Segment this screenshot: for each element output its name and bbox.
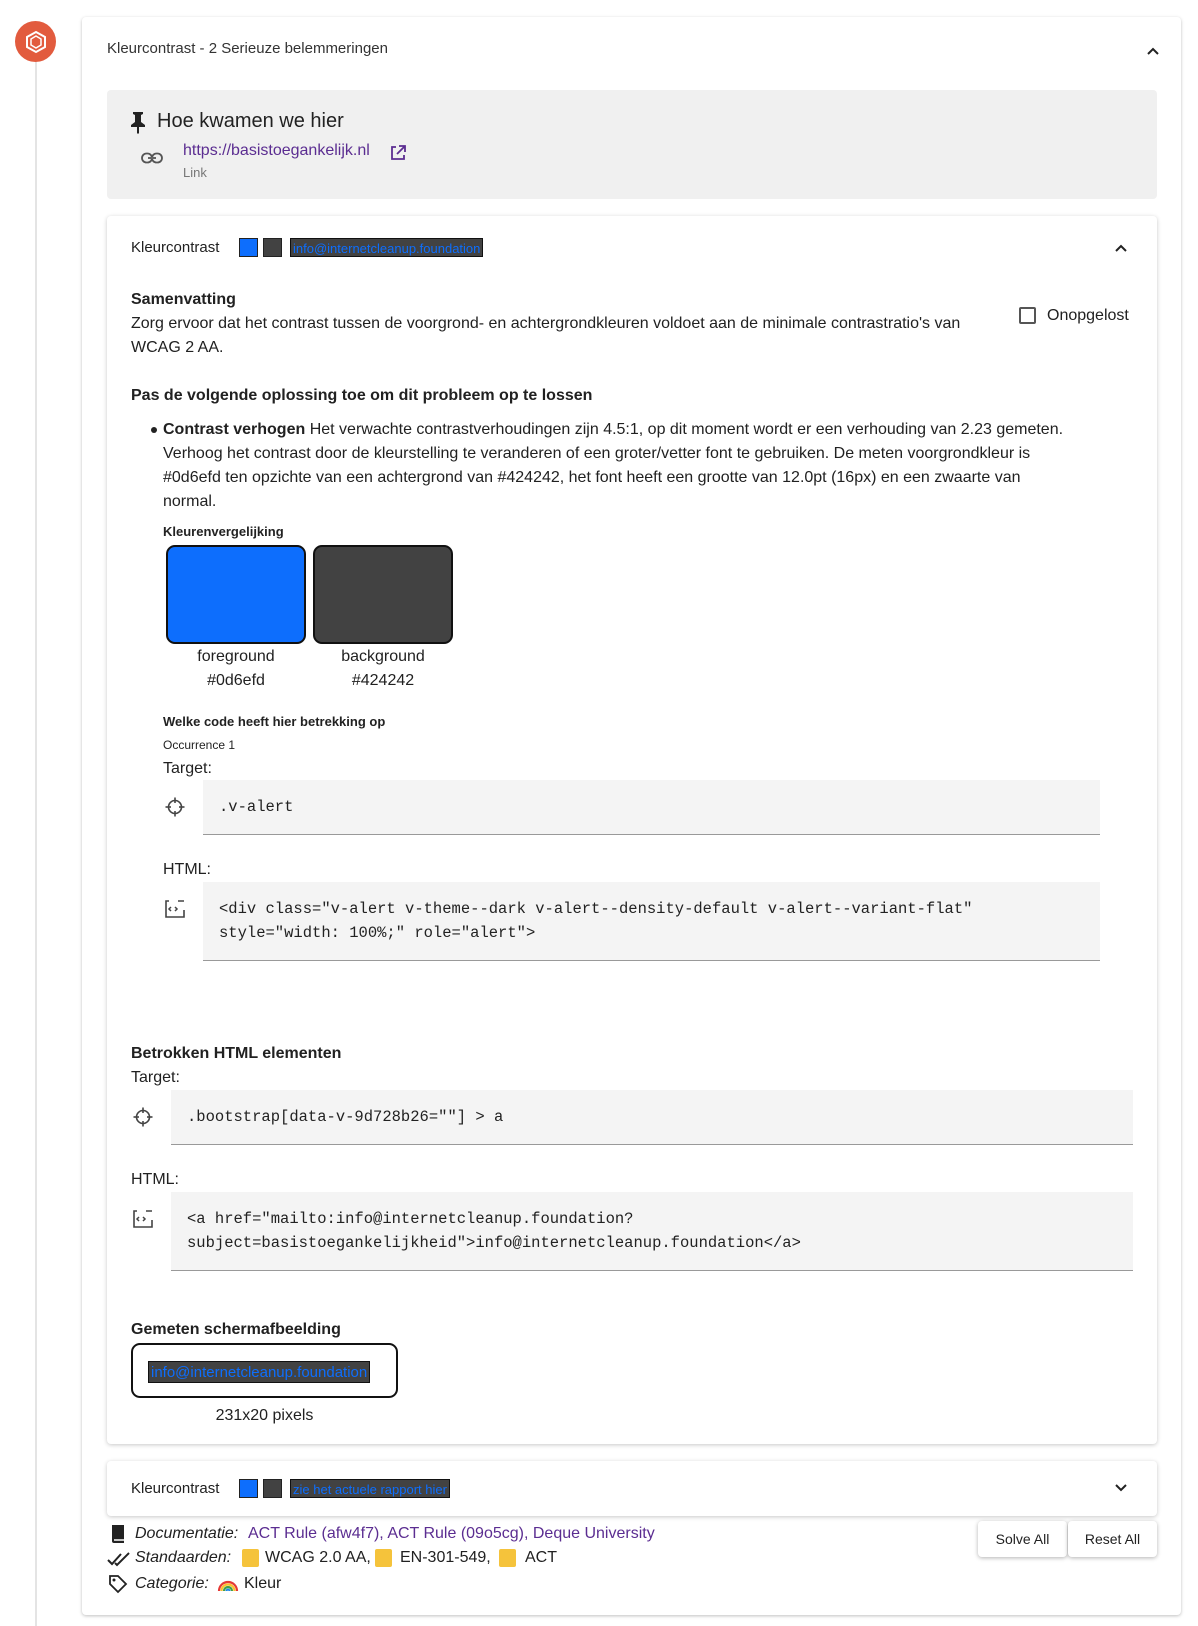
element-html-label: HTML:: [131, 1171, 179, 1188]
timeline-line: [35, 55, 37, 1626]
chevron-up-icon[interactable]: [1114, 241, 1128, 255]
screenshot-text: info@internetcleanup.foundation: [148, 1361, 370, 1383]
fix-bold: Contrast verhogen: [163, 421, 306, 438]
solve-all-button[interactable]: Solve All: [978, 1521, 1067, 1557]
how-title: Hoe kwamen we hier: [157, 110, 344, 132]
standard-3: ACT: [525, 1549, 557, 1566]
summary-line-2: WCAG 2 AA.: [131, 339, 224, 356]
fix-title: Pas de volgende oplossing toe om dit probleem op te lossen: [131, 387, 593, 404]
element-target-label: Target:: [131, 1069, 180, 1086]
element-target-code: .bootstrap[data-v-9d728b26=""] > a: [171, 1090, 1133, 1145]
doc-links[interactable]: ACT Rule (afw4f7), ACT Rule (09o5cg), Deque University: [248, 1525, 655, 1542]
target-label: Target:: [163, 760, 212, 777]
book-icon: [110, 1524, 126, 1544]
background-label: background: [341, 648, 425, 665]
standards-label: Standaarden:: [135, 1549, 232, 1566]
standard-2: EN-301-549,: [400, 1549, 491, 1566]
elements-title: Betrokken HTML elementen: [131, 1045, 342, 1062]
summary-line-1: Zorg ervoor dat het contrast tussen de voorgrond- en achtergrondkleuren voldoet aan de minimale contrastratio's van: [131, 315, 961, 332]
issue-header-chip: info@internetcleanup.foundation: [290, 238, 483, 257]
hexagon-icon: [15, 21, 56, 62]
tag-icon: [108, 1574, 128, 1594]
category-value: Kleur: [244, 1575, 282, 1592]
crosshair-icon: [165, 797, 185, 817]
foreground-label: foreground: [197, 648, 275, 665]
foreground-value: #0d6efd: [207, 672, 265, 689]
color-compare-title: Kleurenvergelijking: [163, 524, 284, 539]
code-icon: [132, 1209, 154, 1229]
crosshair-icon: [133, 1107, 153, 1127]
reset-all-button[interactable]: Reset All: [1068, 1521, 1157, 1557]
issue-2-header-chip: zie het actuele rapport hier: [290, 1479, 450, 1498]
fix-line-1: [163, 418, 1063, 442]
link-icon: [141, 152, 163, 164]
double-check-icon: [107, 1550, 131, 1568]
foreground-swatch: [166, 545, 306, 644]
chevron-down-icon[interactable]: [1114, 1481, 1128, 1495]
issue-group-title[interactable]: Kleurcontrast - 2 Serieuze belemmeringen: [107, 40, 388, 57]
note-icon: [375, 1549, 392, 1567]
issue-2-header-label[interactable]: Kleurcontrast: [131, 1480, 220, 1497]
unresolved-label[interactable]: Onopgelost: [1047, 307, 1129, 324]
html-code-line-2: style="width: 100%;" role="alert">: [219, 924, 536, 942]
fix-line-3: #0d6efd ten opzichte van een achtergrond van #424242, het font heeft een grootte van 12.0pt (16px) en een zwaarte van: [163, 469, 1021, 486]
doc-label: Documentatie:: [135, 1525, 239, 1542]
fix-line-1-text: Het verwachte contrastverhoudingen zijn 4.5:1, op dit moment wordt er een verhouding van 2.23 gemeten.: [305, 421, 1064, 438]
issue-header-label[interactable]: Kleurcontrast: [131, 239, 220, 256]
source-url-link[interactable]: https://basistoegankelijk.nl: [183, 142, 370, 159]
related-code-title: Welke code heeft hier betrekking op: [163, 714, 386, 729]
html-code-line-1: <div class="v-alert v-theme--dark v-alert--density-default v-alert--variant-flat": [219, 900, 973, 918]
pin-icon: [128, 110, 148, 134]
background-swatch-small: [263, 238, 282, 257]
occurrence-label: Occurrence 1: [163, 738, 236, 752]
screenshot-size: 231x20 pixels: [215, 1407, 314, 1424]
category-label: Categorie:: [135, 1575, 209, 1592]
element-html-line-1: <a href="mailto:info@internetcleanup.foundation?: [187, 1210, 634, 1228]
fix-line-2: Verhoog het contrast door de kleurstelling te veranderen of een groter/vetter font te gebruiken. De meten voorgrondkleur is: [163, 445, 1031, 462]
element-html-code: [171, 1192, 1133, 1271]
external-link-icon[interactable]: [390, 145, 406, 161]
url-caption: Link: [183, 165, 207, 180]
background-value: #424242: [351, 672, 415, 689]
bullet: [151, 427, 157, 433]
element-html-line-2: subject=basistoegankelijkheid">info@internetcleanup.foundation</a>: [187, 1234, 801, 1252]
screenshot-title: Gemeten schermafbeelding: [131, 1321, 341, 1338]
fix-line-4: normal.: [163, 493, 217, 510]
chevron-up-icon[interactable]: [1146, 44, 1160, 58]
html-code: [203, 882, 1100, 961]
rainbow-icon: [217, 1576, 239, 1592]
note-icon: [499, 1549, 516, 1567]
target-code: .v-alert: [203, 780, 1100, 835]
standard-1: WCAG 2.0 AA,: [265, 1549, 371, 1566]
html-label: HTML:: [163, 861, 211, 878]
unresolved-checkbox[interactable]: [1019, 307, 1036, 324]
background-swatch: [313, 545, 453, 644]
code-icon: [164, 899, 186, 919]
foreground-swatch-small: [239, 1479, 258, 1498]
foreground-swatch-small: [239, 238, 258, 257]
background-swatch-small: [263, 1479, 282, 1498]
note-icon: [242, 1549, 259, 1567]
summary-title: Samenvatting: [131, 291, 236, 308]
